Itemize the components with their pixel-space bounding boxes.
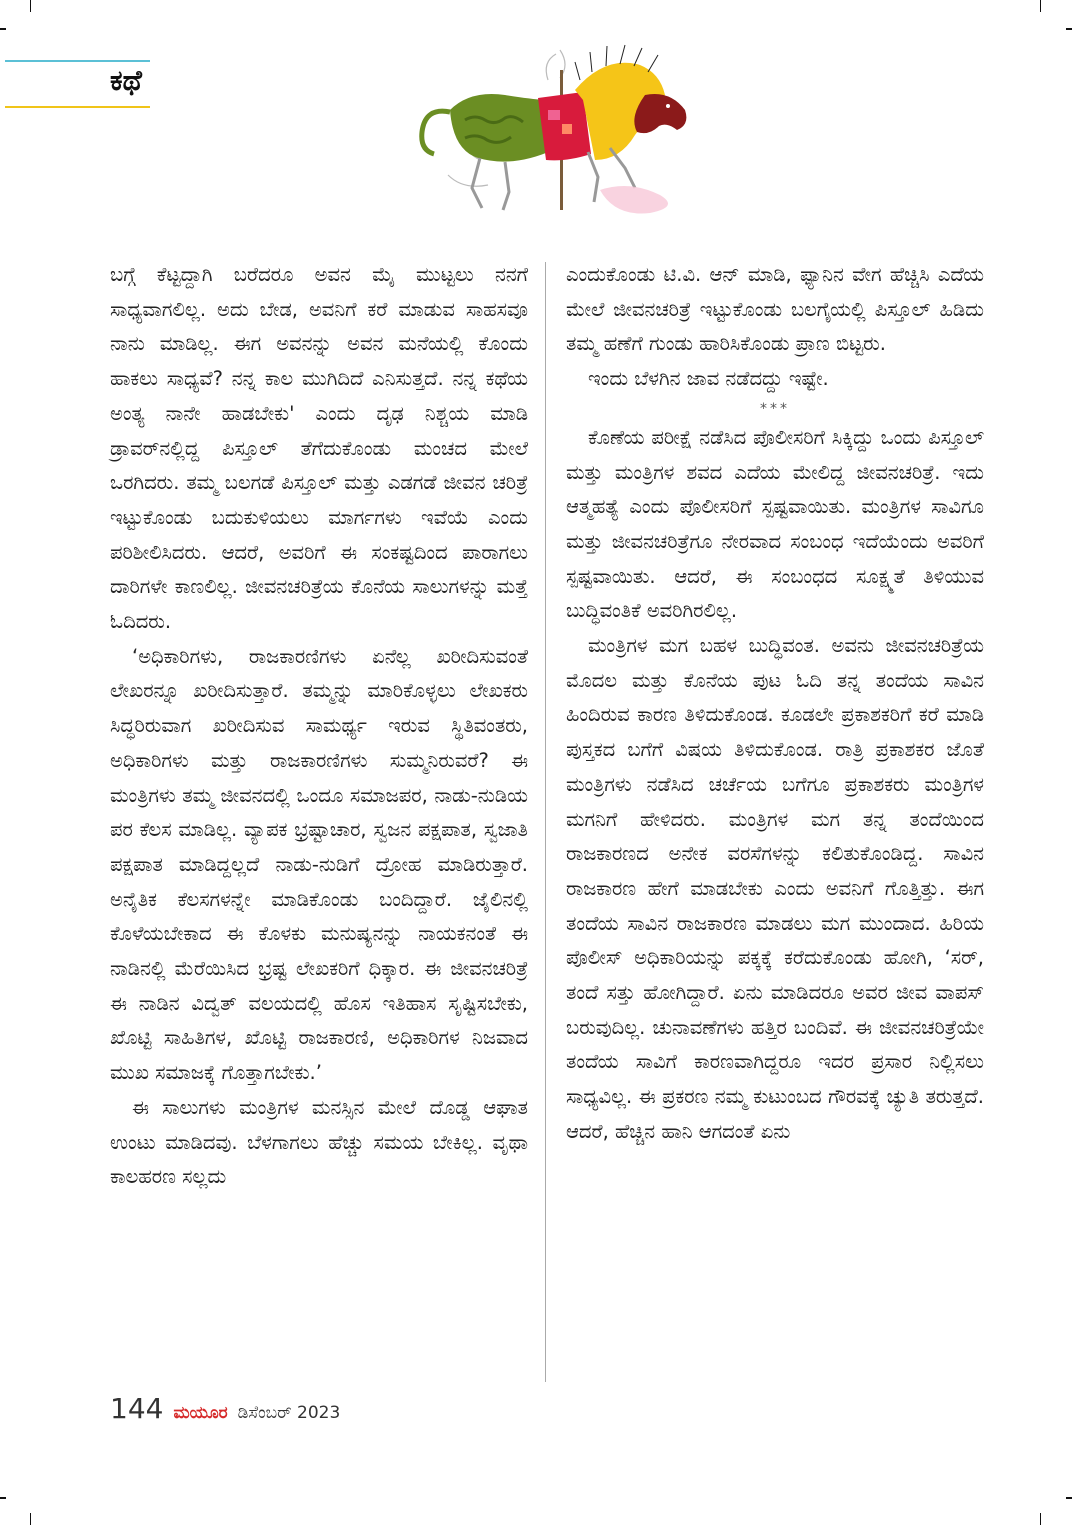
crop-mark — [0, 28, 6, 30]
section-label: ಕಥೆ — [110, 64, 142, 97]
column-divider — [545, 262, 546, 1382]
crop-mark — [1066, 28, 1072, 30]
horse-illustration — [410, 40, 700, 215]
crop-mark — [1040, 1513, 1041, 1525]
page-footer — [110, 1392, 340, 1432]
paragraph: ಮಂತ್ರಿಗಳ ಮಗ ಬಹಳ ಬುದ್ಧಿವಂತ. ಅವನು ಜೀವನಚರಿತ್ರೆಯ ಮೊದಲ ಮತ್ತು ಕೊನೆಯ ಪುಟ ಓದಿ ತನ್ನ ತಂದೆಯ ಸಾವಿನ ಹಿಂದಿರುವ ಕಾರಣ ತಿಳಿದುಕೊಂಡ. ಕೂಡಲೇ ಪ್ರಕಾಶಕರಿಗೆ ಕರೆ ಮಾಡಿ ಪುಸ್ತಕದ ಬಗೆಗೆ ವಿಷಯ ತಿಳಿದುಕೊಂಡ. ರಾತ್ರಿ ಪ್ರಕಾಶಕರ ಜೊತೆ ಮಂತ್ರಿಗಳು ನಡೆಸಿದ ಚರ್ಚೆಯ ಬಗೆಗೂ ಪ್ರಕಾಶಕರು ಮಂತ್ರಿಗಳ ಮಗನಿಗೆ ಹೇಳಿದರು. ಮಂತ್ರಿಗಳ ಮಗ ತನ್ನ ತಂದೆಯಿಂದ ರಾಜಕಾರಣದ ಅನೇಕ ವರಸೆಗಳನ್ನು ಕಲಿತುಕೊಂಡಿದ್ದ. ಸಾವಿನ ರಾಜಕಾರಣ ಹೇಗೆ ಮಾಡಬೇಕು ಎಂದು ಅವನಿಗೆ ಗೊತ್ತಿತ್ತು. ಈಗ ತಂದೆಯ ಸಾವಿನ ರಾಜಕಾರಣ ಮಾಡಲು ಮಗ ಮುಂದಾದ. ಹಿರಿಯ ಪೊಲೀಸ್ ಅಧಿಕಾರಿಯನ್ನು ಪಕ್ಕಕ್ಕೆ ಕರೆದುಕೊಂಡು ಹೋಗಿ, ‘ಸರ್, ತಂದೆ ಸತ್ತು ಹೋಗಿದ್ದಾರೆ. ಏನು ಮಾಡಿದರೂ ಅವರ ಜೀವ ವಾಪಸ್ ಬರುವುದಿಲ್ಲ. ಚುನಾವಣೆಗಳು ಹತ್ತಿರ ಬಂದಿವೆ. ಈ ಜೀವನಚರಿತ್ರೆಯೇ ತಂದೆಯ ಸಾವಿಗೆ ಕಾರಣವಾಗಿದ್ದರೂ ಇದರ ಪ್ರಸಾರ ನಿಲ್ಲಿಸಲು ಸಾಧ್ಯವಿಲ್ಲ. ಈ ಪ್ರಕರಣ ನಮ್ಮ ಕುಟುಂಬದ ಗೌರವಕ್ಕೆ ಚ್ಯುತಿ ತರುತ್ತದೆ. ಆದರೆ, ಹೆಚ್ಚಿನ ಹಾನಿ ಆಗದಂತೆ ಏನು — [566, 634, 984, 1143]
section-rule-top — [5, 60, 150, 62]
crop-mark — [30, 1513, 31, 1525]
crop-mark — [0, 1497, 6, 1499]
paragraph: ಬಗ್ಗೆ ಕೆಟ್ಟದ್ದಾಗಿ ಬರೆದರೂ ಅವನ ಮೈ ಮುಟ್ಟಲು ನನಗೆ ಸಾಧ್ಯವಾಗಲಿಲ್ಲ. ಅದು ಬೇಡ, ಅವನಿಗೆ ಕರೆ ಮಾಡುವ ಸಾಹಸವೂ ನಾನು ಮಾಡಿಲ್ಲ. ಈಗ ಅವನನ್ನು ಅವನ ಮನೆಯಲ್ಲಿ ಕೊಂದು ಹಾಕಲು ಸಾಧ್ಯವೆ? ನನ್ನ ಕಾಲ ಮುಗಿದಿದೆ ಎನಿಸುತ್ತದೆ. ನನ್ನ ಕಥೆಯ ಅಂತ್ಯ ನಾನೇ ಹಾಡಬೇಕು' ಎಂದು ದೃಢ ನಿಶ್ಚಯ ಮಾಡಿ ಡ್ರಾವರ್‌ನಲ್ಲಿದ್ದ ಪಿಸ್ತೂಲ್ ತೆಗೆದುಕೊಂಡು ಮಂಚದ ಮೇಲೆ ಒರಗಿದರು. ತಮ್ಮ ಬಲಗಡೆ ಪಿಸ್ತೂಲ್ ಮತ್ತು ಎಡಗಡೆ ಜೀವನ ಚರಿತ್ರೆ ಇಟ್ಟುಕೊಂಡು ಬದುಕುಳಿಯಲು ಮಾರ್ಗಗಳು ಇವೆಯೆ ಎಂದು ಪರಿಶೀಲಿಸಿದರು. ಆದರೆ, ಅವರಿಗೆ ಈ ಸಂಕಷ್ಟದಿಂದ ಪಾರಾಗಲು ದಾರಿಗಳೇ ಕಾಣಲಿಲ್ಲ. ಜೀವನಚರಿತ್ರೆಯ ಕೊನೆಯ ಸಾಲುಗಳನ್ನು ಮತ್ತೆ ಓದಿದರು. — [110, 263, 528, 634]
crop-mark — [30, 0, 31, 12]
section-rule-bottom — [5, 106, 150, 108]
paragraph: ಇಂದು ಬೆಳಗಿನ ಜಾವ ನಡೆದದ್ದು ಇಷ್ಟೇ. — [588, 367, 829, 391]
left-column — [110, 258, 528, 1195]
paragraph: ಈ ಸಾಲುಗಳು ಮಂತ್ರಿಗಳ ಮನಸ್ಸಿನ ಮೇಲೆ ದೊಡ್ಡ ಆಘಾತ ಉಂಟು ಮಾಡಿದವು. ಬೆಳಗಾಗಲು ಹೆಚ್ಚು ಸಮಯ ಬೇಕಿಲ್ಲ. ವೃಥಾ ಕಾಲಹರಣ ಸಲ್ಲದು — [110, 1095, 528, 1189]
right-column — [566, 258, 984, 1150]
section-separator: *** — [760, 400, 790, 417]
crop-mark — [1066, 1497, 1072, 1499]
paragraph: ‘ಅಧಿಕಾರಿಗಳು, ರಾಜಕಾರಣಿಗಳು ಏನೆಲ್ಲ ಖರೀದಿಸುವಂತೆ ಲೇಖರನ್ನೂ ಖರೀದಿಸುತ್ತಾರೆ. ತಮ್ಮನ್ನು ಮಾರಿಕೊಳ್ಳಲು ಲೇಖಕರು ಸಿದ್ಧರಿರುವಾಗ ಖರೀದಿಸುವ ಸಾಮರ್ಥ್ಯ ಇರುವ ಸ್ಥಿತಿವಂತರು, ಅಧಿಕಾರಿಗಳು ಮತ್ತು ರಾಜಕಾರಣಿಗಳು ಸುಮ್ಮನಿರುವರೆ? ಈ ಮಂತ್ರಿಗಳು ತಮ್ಮ ಜೀವನದಲ್ಲಿ ಒಂದೂ ಸಮಾಜಪರ, ನಾಡು-ನುಡಿಯ ಪರ ಕೆಲಸ ಮಾಡಿಲ್ಲ. ವ್ಯಾಪಕ ಭ್ರಷ್ಟಾಚಾರ, ಸ್ವಜನ ಪಕ್ಷಪಾತ, ಸ್ವಜಾತಿ ಪಕ್ಷಪಾತ ಮಾಡಿದ್ದಲ್ಲದೆ ನಾಡು-ನುಡಿಗೆ ದ್ರೋಹ ಮಾಡಿರುತ್ತಾರೆ. ಅನೈತಿಕ ಕೆಲಸಗಳನ್ನೇ ಮಾಡಿಕೊಂಡು ಬಂದಿದ್ದಾರೆ. ಜೈಲಿನಲ್ಲಿ ಕೊಳೆಯಬೇಕಾದ ಈ ಕೊಳಕು ಮನುಷ್ಯನನ್ನು ನಾಯಕನಂತೆ ಈ ನಾಡಿನಲ್ಲಿ ಮೆರೆಯಿಸಿದ ಭ್ರಷ್ಟ ಲೇಖಕರಿಗೆ ಧಿಕ್ಕಾರ. ಈ ಜೀವನಚರಿತ್ರೆ ಈ ನಾಡಿನ ವಿದ್ವತ್ ವಲಯದಲ್ಲಿ ಹೊಸ ಇತಿಹಾಸ ಸೃಷ್ಟಿಸಬೇಕು, ಖೊಟ್ಟಿ ಸಾಹಿತಿಗಳ, ಖೊಟ್ಟಿ ರಾಜಕಾರಣಿ, ಅಧಿಕಾರಿಗಳ ನಿಜವಾದ ಮುಖ ಸಮಾಜಕ್ಕೆ ಗೊತ್ತಾಗಬೇಕು.’ — [110, 644, 528, 1085]
crop-mark — [1040, 0, 1041, 12]
paragraph: ಎಂದುಕೊಂಡು ಟಿ.ವಿ. ಆನ್ ಮಾಡಿ, ಫ್ಯಾನಿನ ವೇಗ ಹೆಚ್ಚಿಸಿ ಎದೆಯ ಮೇಲೆ ಜೀವನಚರಿತ್ರೆ ಇಟ್ಟುಕೊಂಡು ಬಲಗೈಯಲ್ಲಿ ಪಿಸ್ತೂಲ್ ಹಿಡಿದು ತಮ್ಮ ಹಣೆಗೆ ಗುಂಡು ಹಾರಿಸಿಕೊಂಡು ಪ್ರಾಣ ಬಿಟ್ಟರು. — [566, 263, 984, 356]
issue-date: ಡಿಸೆಂಬರ್ 2023 — [237, 1403, 341, 1423]
paragraph: ಕೊಣೆಯ ಪರೀಕ್ಷೆ ನಡೆಸಿದ ಪೊಲೀಸರಿಗೆ ಸಿಕ್ಕಿದ್ದು ಒಂದು ಪಿಸ್ತೂಲ್ ಮತ್ತು ಮಂತ್ರಿಗಳ ಶವದ ಎದೆಯ ಮೇಲಿದ್ದ ಜೀವನಚರಿತ್ರೆ. ಇದು ಆತ್ಮಹತ್ಯೆ ಎಂದು ಪೊಲೀಸರಿಗೆ ಸ್ಪಷ್ಟವಾಯಿತು. ಮಂತ್ರಿಗಳ ಸಾವಿಗೂ ಮತ್ತು ಜೀವನಚರಿತ್ರೆಗೂ ನೇರವಾದ ಸಂಬಂಧ ಇದೆಯೆಂದು ಅವರಿಗೆ ಸ್ಪಷ್ಟವಾಯಿತು. ಆದರೆ, ಈ ಸಂಬಂಧದ ಸೂಕ್ಷ್ಮತೆ ತಿಳಿಯುವ ಬುದ್ಧಿವಂತಿಕೆ ಅವರಿಗಿರಲಿಲ್ಲ. — [566, 425, 984, 623]
magazine-name: ಮಯೂರ — [173, 1403, 228, 1423]
page-number: 144 — [110, 1392, 164, 1425]
